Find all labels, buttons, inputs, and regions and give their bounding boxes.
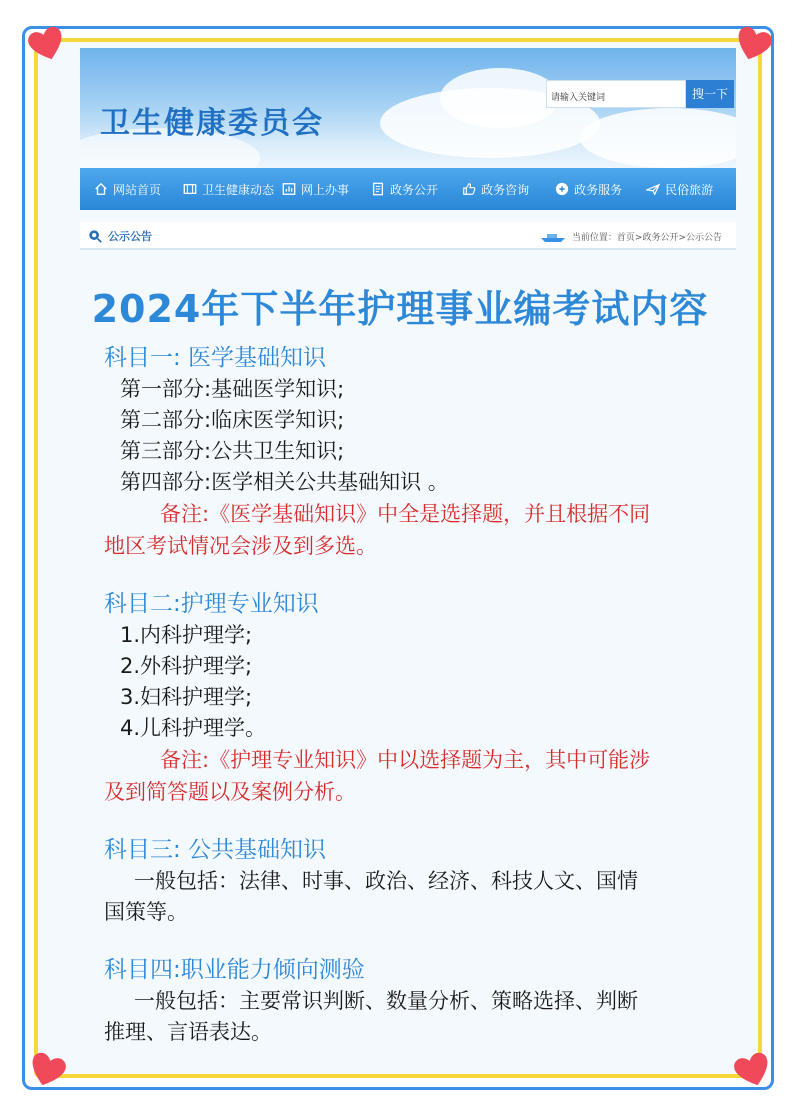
nav-label: 网站首页 xyxy=(113,182,162,197)
nav-label: 网上办事 xyxy=(301,182,350,197)
list-item: 第三部分:公共卫生知识; xyxy=(120,439,345,463)
site-title: 卫生健康委员会 xyxy=(100,106,324,141)
magnifier-icon xyxy=(88,229,102,243)
nav-item-online-service[interactable] xyxy=(282,168,349,210)
subject-heading: 科目二:护理专业知识 xyxy=(104,591,319,617)
paragraph-text: 一般包括：主要常识判断、数量分析、策略选择、判断 xyxy=(134,989,638,1013)
list-item: 第四部分:医学相关公共基础知识 。 xyxy=(120,470,449,494)
search-input[interactable]: 请输入关键词 xyxy=(546,80,686,108)
chart-icon xyxy=(282,182,296,196)
nav-label: 政务服务 xyxy=(574,182,623,197)
breadcrumb xyxy=(540,230,722,243)
nav-item-news[interactable] xyxy=(183,168,274,210)
note-text: 及到简答题以及案例分析。 xyxy=(104,780,356,804)
nav-label: 民俗旅游 xyxy=(665,182,714,197)
nav-label: 政务公开 xyxy=(390,182,439,197)
list-item: 第一部分:基础医学知识; xyxy=(120,377,345,401)
home-icon xyxy=(94,182,108,196)
note-text: 备注:《护理专业知识》中以选择题为主，其中可能涉 xyxy=(160,748,651,772)
breadcrumb-bar xyxy=(80,222,736,250)
list-item: 4.儿科护理学。 xyxy=(120,716,267,740)
note-text: 地区考试情况会涉及到多选。 xyxy=(104,534,377,558)
search-button[interactable]: 搜一下 xyxy=(686,80,734,108)
page-title: 2024年下半年护理事业编考试内容 xyxy=(91,287,709,331)
list-item: 3.妇科护理学; xyxy=(120,685,253,709)
list-item: 2.外科护理学; xyxy=(120,654,253,678)
subject-heading: 科目四:职业能力倾向测验 xyxy=(104,957,365,983)
note-text: 备注:《医学基础知识》中全是选择题，并且根据不同 xyxy=(160,502,651,526)
paragraph-text: 国策等。 xyxy=(104,900,188,924)
breadcrumb-path[interactable]: 首页>政务公开>公示公告 xyxy=(616,233,722,243)
main-nav xyxy=(80,168,736,210)
article-body xyxy=(104,342,724,1048)
film-icon xyxy=(183,182,197,196)
plane-icon xyxy=(646,182,660,196)
nav-item-services[interactable] xyxy=(555,168,622,210)
subject-heading: 科目三: 公共基础知识 xyxy=(104,837,327,863)
nav-item-tourism[interactable] xyxy=(646,168,713,210)
paragraph-text: 推理、言语表达。 xyxy=(104,1020,272,1044)
subject-heading: 科目一: 医学基础知识 xyxy=(104,345,327,371)
nav-label: 卫生健康动态 xyxy=(202,182,275,197)
document-icon xyxy=(371,182,385,196)
nav-label: 政务咨询 xyxy=(481,182,530,197)
list-item: 第二部分:临床医学知识; xyxy=(120,408,345,432)
section-title: 公示公告 xyxy=(108,230,152,243)
nav-item-open-affairs[interactable] xyxy=(371,168,438,210)
list-item: 1.内科护理学; xyxy=(120,623,253,647)
nav-item-home[interactable] xyxy=(94,168,161,210)
location-label: 当前位置： xyxy=(571,233,617,243)
section-label xyxy=(88,228,152,244)
service-circle-icon xyxy=(555,182,569,196)
thumbs-up-icon xyxy=(462,182,476,196)
nav-item-consult[interactable] xyxy=(462,168,529,210)
paragraph-text: 一般包括：法律、时事、政治、经济、科技人文、国情 xyxy=(134,869,638,893)
ship-icon xyxy=(540,231,566,243)
